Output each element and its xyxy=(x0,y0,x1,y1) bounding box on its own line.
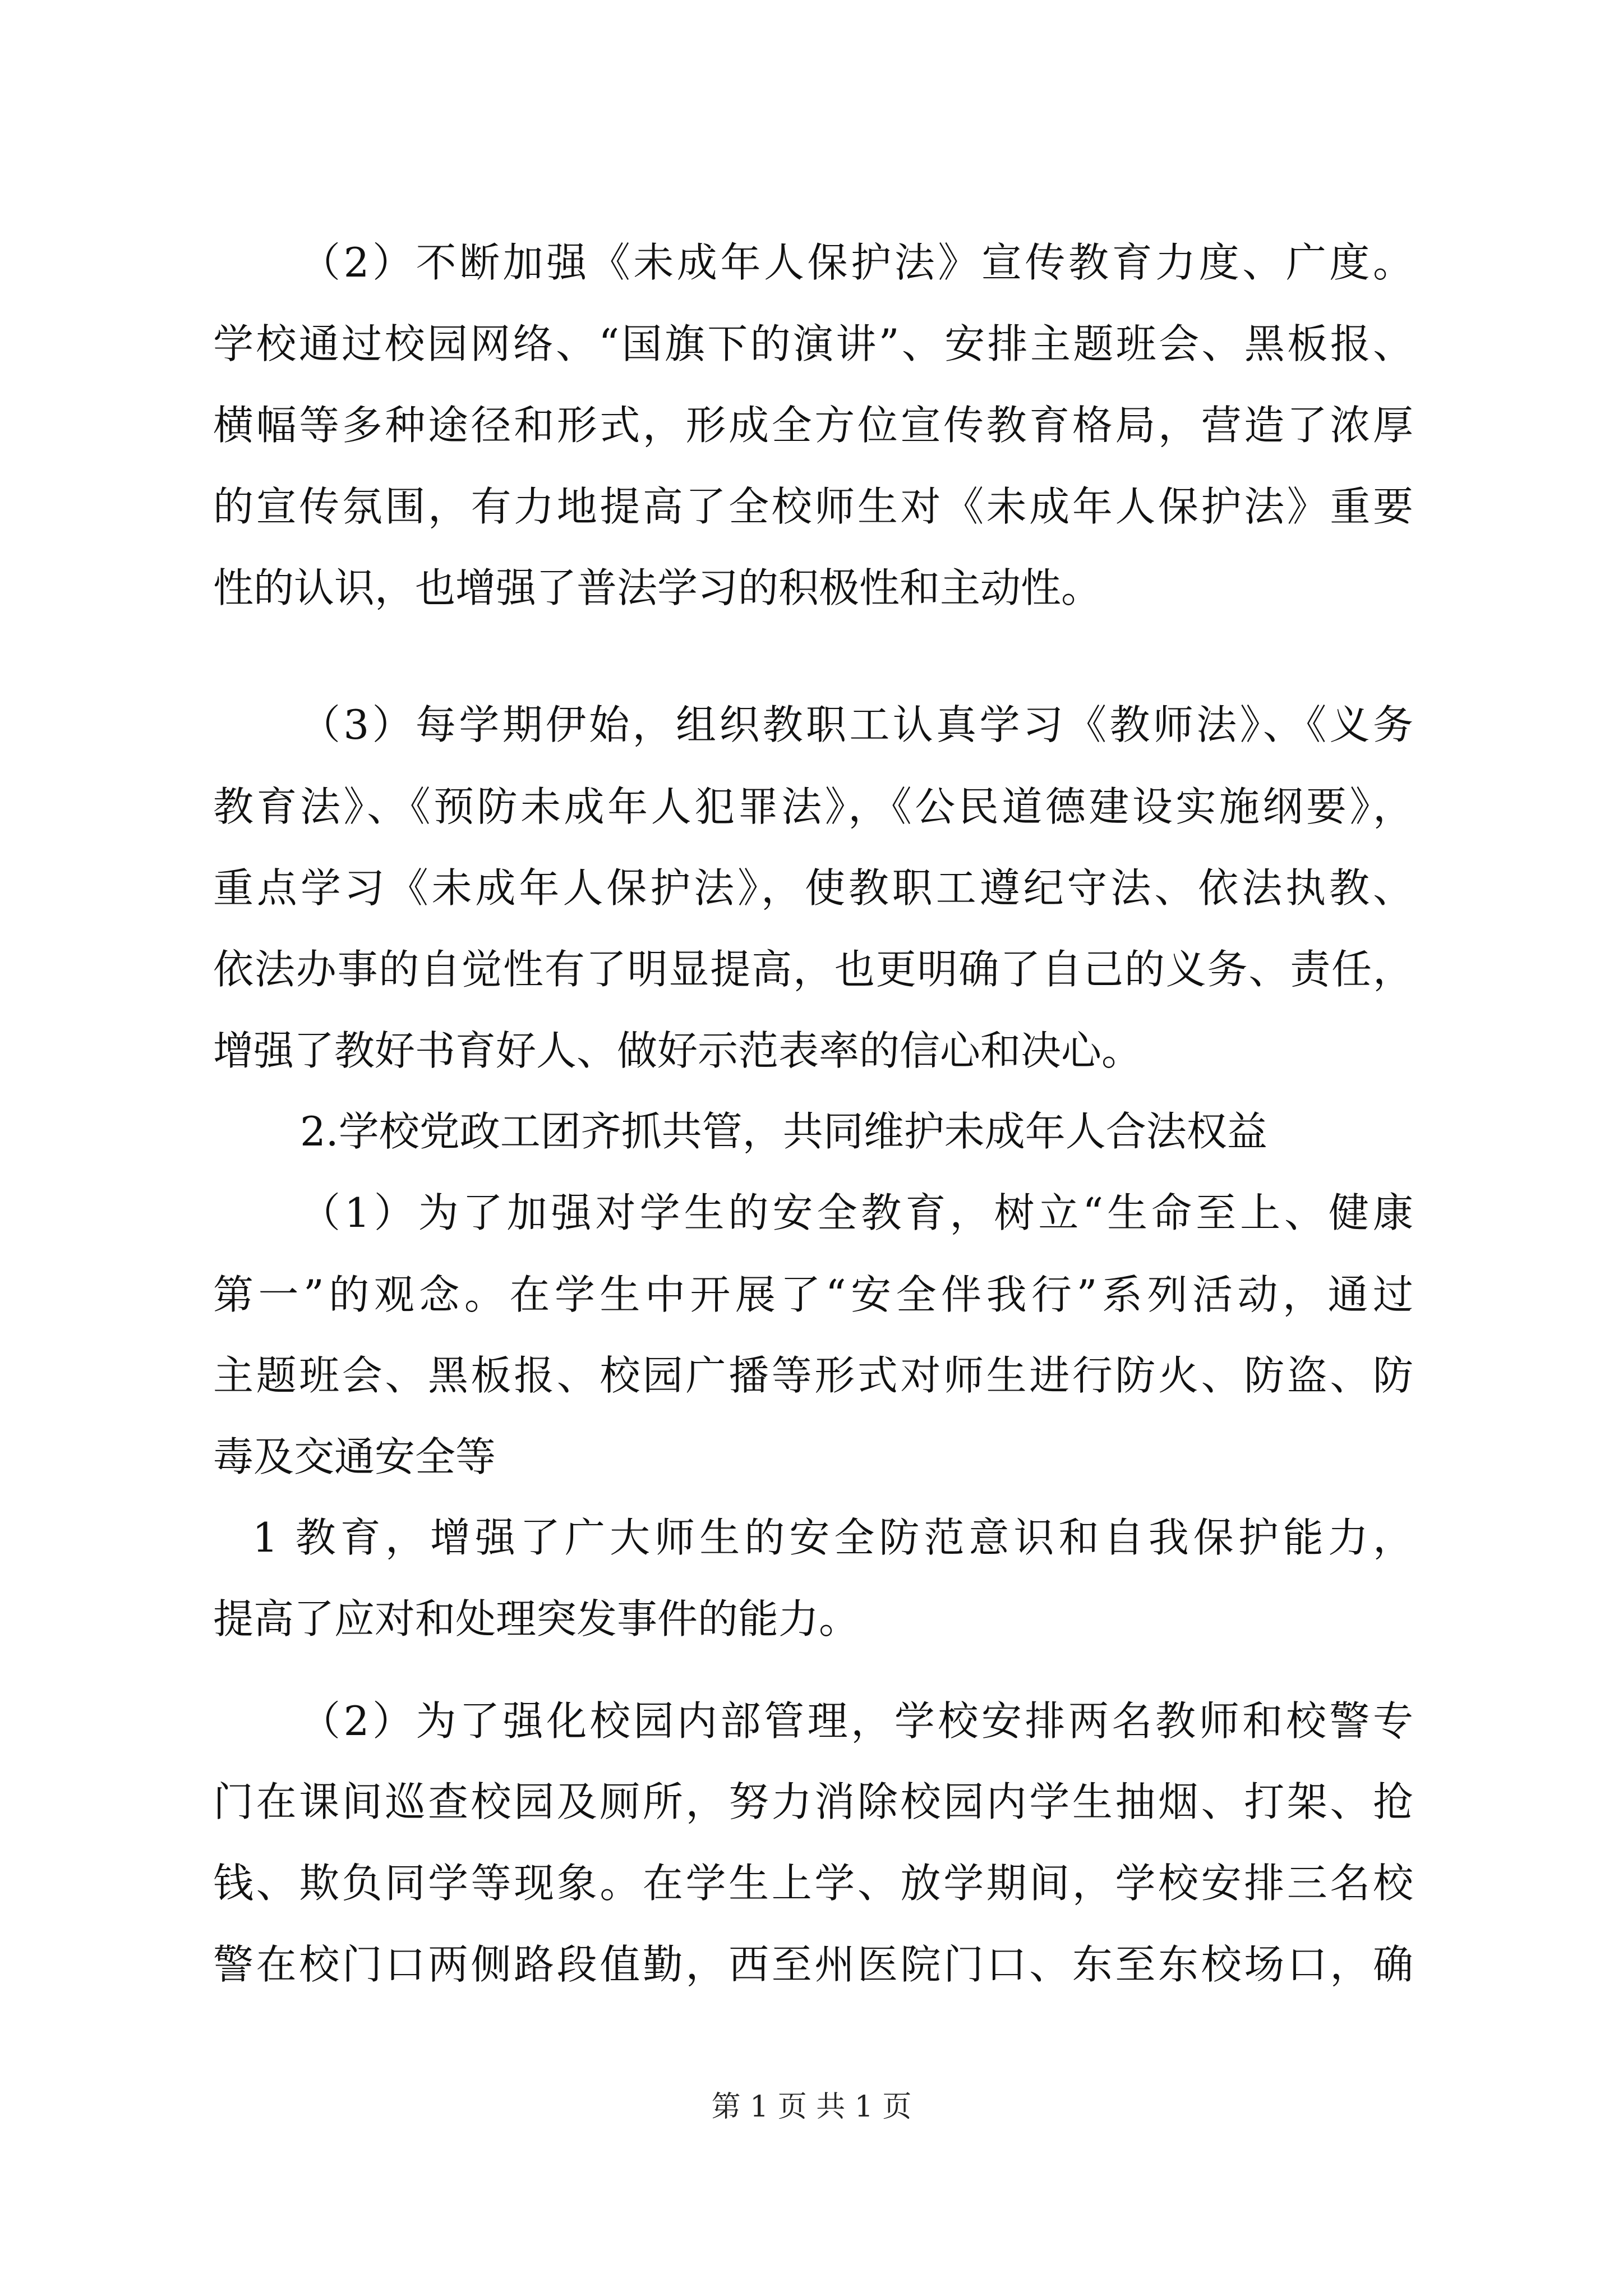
paragraph-line: 第一”的观念。在学生中开展了“安全伴我行”系列活动，通过 xyxy=(213,1271,1413,1318)
paragraph-line: 的宣传氛围，有力地提高了全校师生对《未成年人保护法》重要 xyxy=(213,483,1413,530)
paragraph-line: （2）不断加强《未成年人保护法》宣传教育力度、广度。 xyxy=(300,239,1413,286)
page-number-footer: 第 1 页 共 1 页 xyxy=(711,2090,912,2124)
paragraph-line: （1）为了加强对学生的安全教育，树立“生命至上、健康 xyxy=(300,1189,1413,1236)
section-heading: 2.学校党政工团齐抓共管，共同维护未成年人合法权益 xyxy=(300,1108,1267,1155)
paragraph-line: 性的认识，也增强了普法学习的积极性和主动性。 xyxy=(213,564,1102,611)
paragraph-line: 门在课间巡查校园及厕所，努力消除校园内学生抽烟、打架、抢 xyxy=(213,1778,1413,1825)
paragraph-line: 提高了应对和处理突发事件的能力。 xyxy=(213,1595,860,1642)
paragraph-line: 学校通过校园网络、“国旗下的演讲”、安排主题班会、黑板报、 xyxy=(213,320,1413,367)
paragraph-line: 1 教育，增强了广大师生的安全防范意识和自我保护能力， xyxy=(252,1514,1413,1561)
paragraph-line: （2）为了强化校园内部管理，学校安排两名教师和校警专 xyxy=(300,1697,1413,1745)
paragraph-line: 依法办事的自觉性有了明显提高，也更明确了自己的义务、责任， xyxy=(213,946,1413,993)
paragraph-line: （3）每学期伊始，组织教职工认真学习《教师法》、《义务 xyxy=(300,701,1413,748)
paragraph-line: 教育法》、《预防未成年人犯罪法》，《公民道德建设实施纲要》， xyxy=(213,783,1413,830)
paragraph-line: 横幅等多种途径和形式，形成全方位宣传教育格局，营造了浓厚 xyxy=(213,402,1413,449)
paragraph-line: 钱、欺负同学等现象。在学生上学、放学期间，学校安排三名校 xyxy=(213,1860,1413,1907)
paragraph-line: 毒及交通安全等 xyxy=(213,1433,496,1480)
paragraph-line: 警在校门口两侧路段值勤，西至州医院门口、东至东校场口，确 xyxy=(213,1941,1413,1988)
paragraph-line: 主题班会、黑板报、校园广播等形式对师生进行防火、防盗、防 xyxy=(213,1352,1413,1399)
paragraph-line: 重点学习《未成年人保护法》，使教职工遵纪守法、依法执教、 xyxy=(213,864,1413,912)
paragraph-line: 增强了教好书育好人、做好示范表率的信心和决心。 xyxy=(213,1027,1142,1074)
